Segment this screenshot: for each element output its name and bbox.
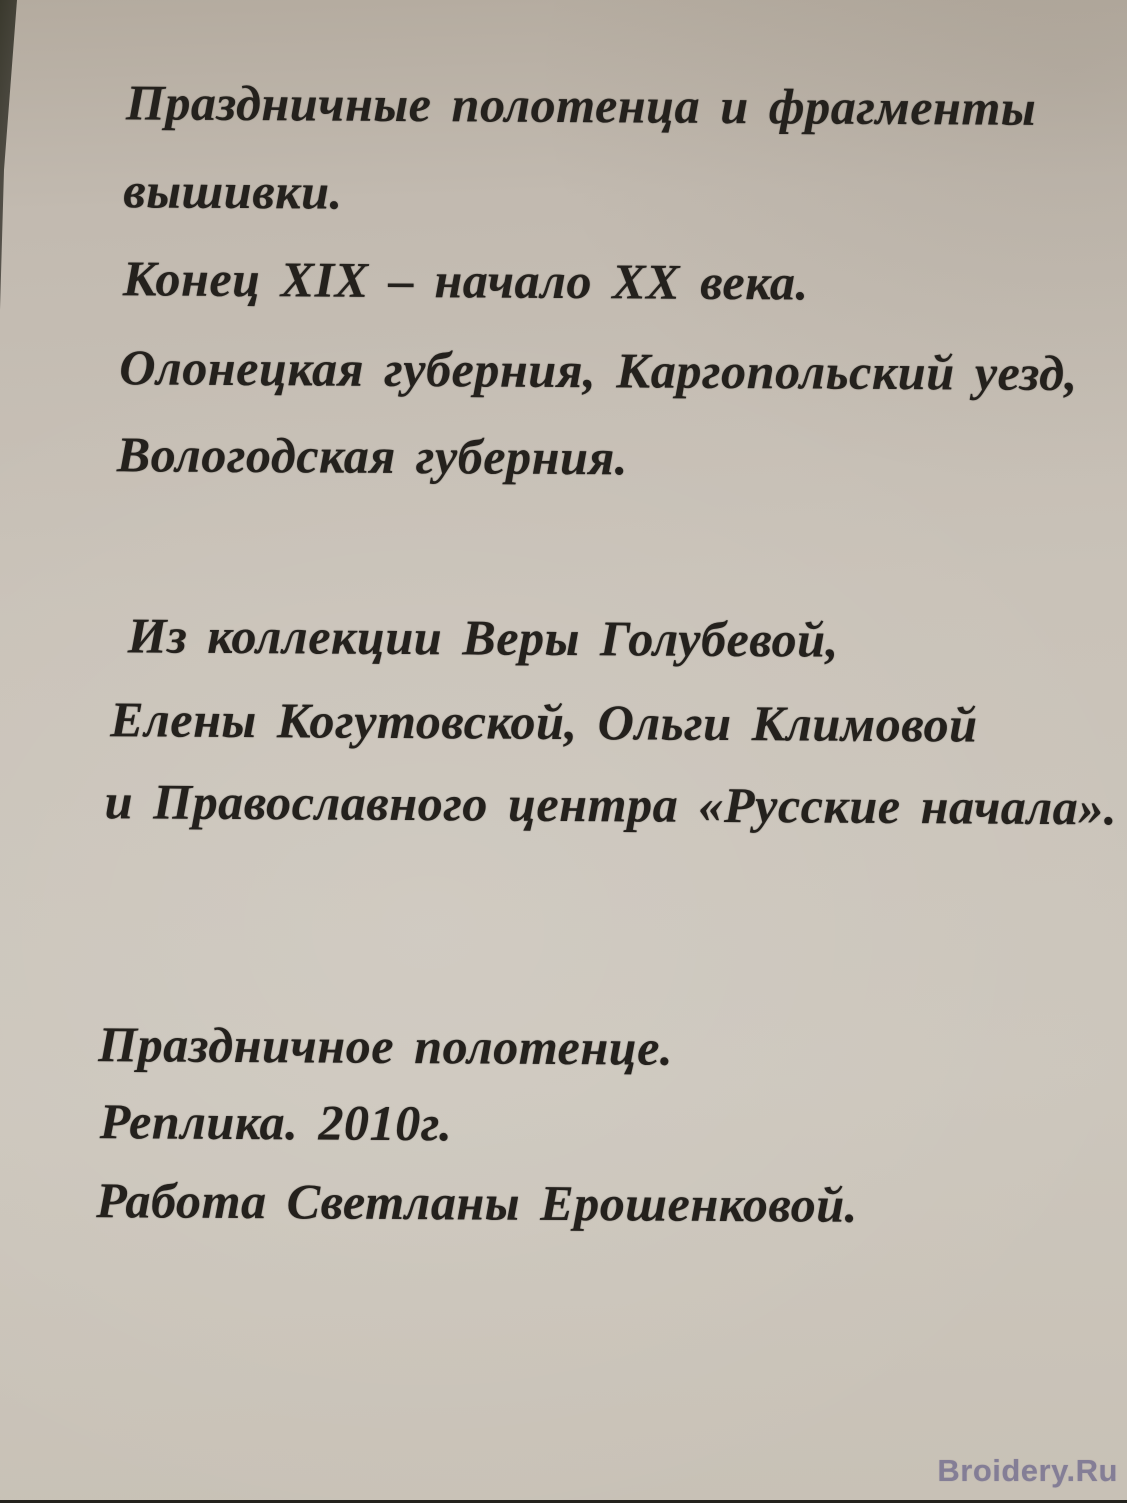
label-line-author: Работа Светланы Ерошенковой.: [96, 1172, 859, 1233]
watermark: Broidery.Ru: [937, 1453, 1118, 1488]
label-line-item: Праздничное полотенце.: [98, 1016, 674, 1076]
label-line-replica: Реплика. 2010г.: [99, 1093, 453, 1152]
label-line-region-1: Олонецкая губерния, Каргопольский уезд,: [119, 339, 1078, 402]
label-line-region-2: Вологодская губерния.: [116, 426, 629, 486]
label-line-title-1: Праздничные полотенца и фрагменты: [125, 74, 1037, 136]
label-line-collection-1: Из коллекции Веры Голубевой,: [127, 607, 839, 668]
label-line-dates: Конец XIX – начало XX века.: [122, 250, 809, 311]
label-line-collection-3: и Православного центра «Русские начала».: [104, 773, 1118, 836]
label-line-collection-2: Елены Когутовской, Ольги Климовой: [110, 691, 978, 753]
label-line-title-2: вышивки.: [123, 162, 343, 220]
